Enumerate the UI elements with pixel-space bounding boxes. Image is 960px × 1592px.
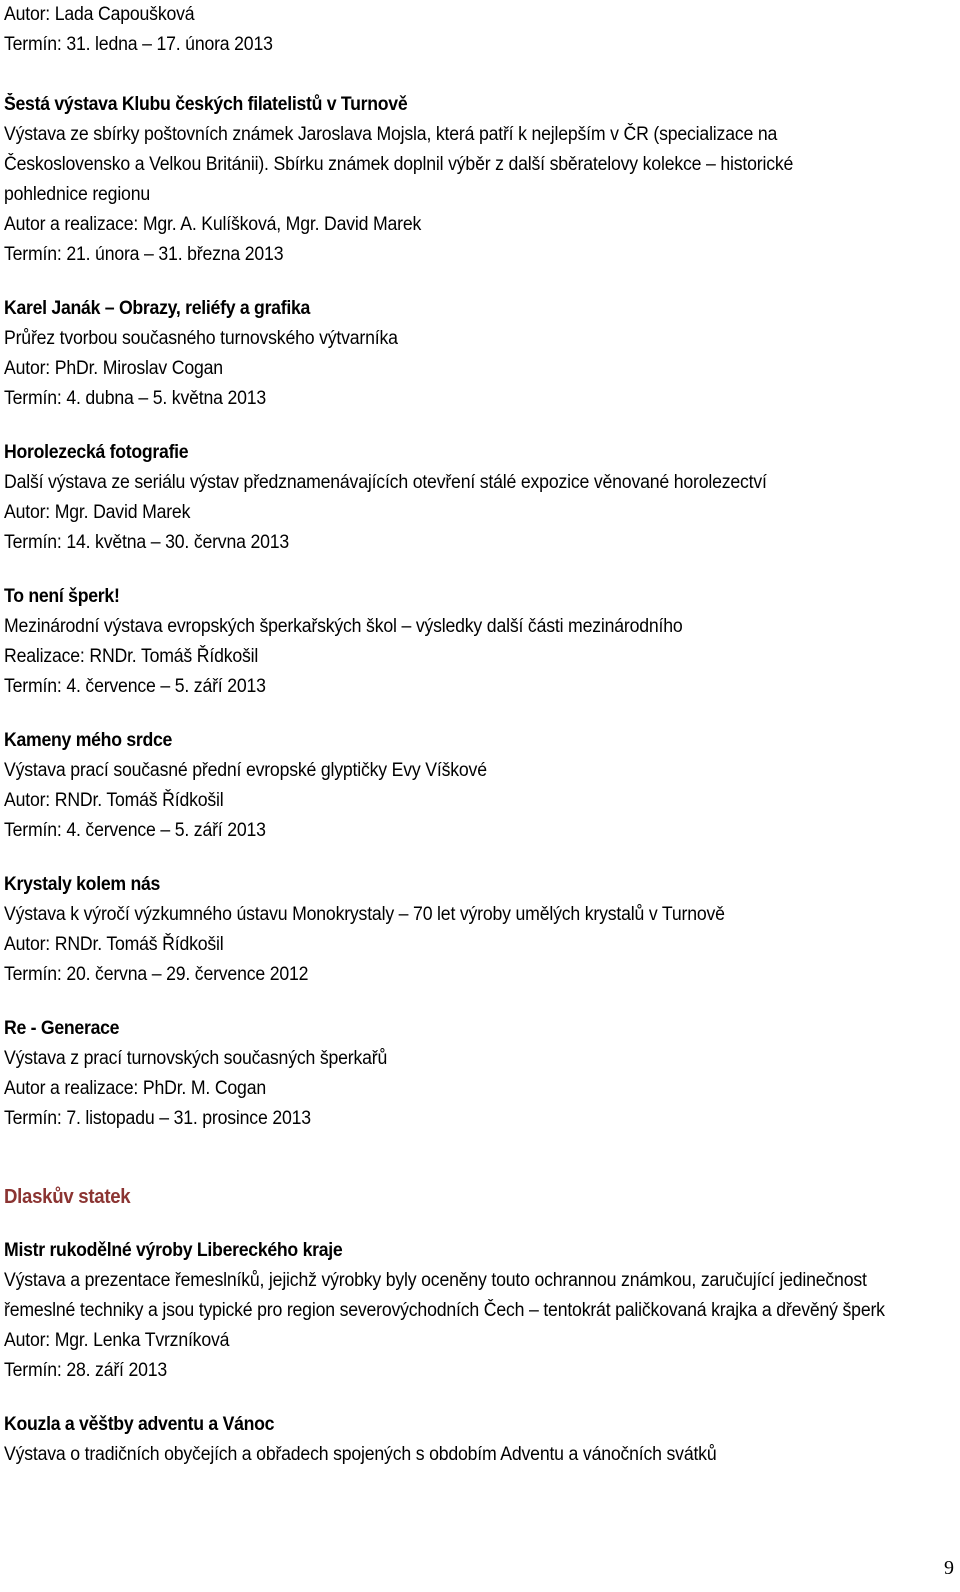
exhibition-author: Autor a realizace: PhDr. M. Cogan [4,1078,266,1099]
exhibition-author: Autor: RNDr. Tomáš Řídkošil [4,790,224,811]
exhibition-term: Termín: 20. června – 29. července 2012 [4,964,309,985]
exhibition-term: Termín: 7. listopadu – 31. prosince 2013 [4,1108,311,1129]
exhibition-term: Termín: 21. února – 31. března 2013 [4,244,284,265]
exhibition-entry [4,1236,950,1386]
exhibition-title: To není šperk! [4,586,120,607]
exhibition-description: Výstava k výročí výzkumného ústavu Monokrystaly – 70 let výroby umělých krystalů v Turnově [4,904,725,925]
exhibition-description: pohlednice regionu [4,184,150,205]
exhibition-entry [4,1014,950,1134]
exhibition-author: Autor: PhDr. Miroslav Cogan [4,358,223,379]
exhibition-description: Československo a Velkou Británii). Sbírku známek doplnil výběr z další sběratelovy kolekce – historické [4,154,794,175]
exhibition-term: Termín: 4. července – 5. září 2013 [4,676,266,697]
exhibition-author: Realizace: RNDr. Tomáš Řídkošil [4,646,259,667]
exhibition-term: Termín: 14. května – 30. června 2013 [4,532,290,553]
exhibition-entry [4,438,950,558]
exhibition-entry [4,726,950,846]
exhibition-title: Kouzla a věštby adventu a Vánoc [4,1414,275,1435]
exhibition-description: Průřez tvorbou současného turnovského výtvarníka [4,328,398,349]
exhibition-title: Re - Generace [4,1018,120,1039]
exhibition-description: Další výstava ze seriálu výstav předznamenávajících otevření stálé expozice věnované horolezectví [4,472,767,493]
exhibition-author: Autor: Mgr. Lenka Tvrzníková [4,1330,230,1351]
exhibition-description: Výstava o tradičních obyčejích a obřadech spojených s obdobím Adventu a vánočních svátků [4,1444,717,1465]
exhibition-title: Horolezecká fotografie [4,442,189,463]
exhibition-author: Autor: RNDr. Tomáš Řídkošil [4,934,224,955]
exhibition-term: Termín: 4. dubna – 5. května 2013 [4,388,267,409]
exhibition-title: Šestá výstava Klubu českých filatelistů v Turnově [4,94,408,115]
exhibition-description: Výstava z prací turnovských současných šperkařů [4,1048,388,1069]
exhibition-term: Termín: 28. září 2013 [4,1360,168,1381]
exhibition-entry [4,90,950,270]
exhibition-entry [4,1410,950,1470]
section-title: Dlaskův statek [4,1186,131,1208]
exhibition-entry [4,870,950,990]
exhibition-description: Mezinárodní výstava evropských šperkařských škol – výsledky další části mezinárodního [4,616,683,637]
exhibition-author: Autor a realizace: Mgr. A. Kulíšková, Mgr. David Marek [4,214,422,235]
exhibition-term: Termín: 4. července – 5. září 2013 [4,820,266,841]
term-line: Termín: 31. ledna – 17. února 2013 [4,34,273,55]
exhibition-entry [4,582,950,702]
exhibition-description: Výstava ze sbírky poštovních známek Jaroslava Mojsla, která patří k nejlepším v ČR (specializace na [4,124,778,145]
exhibition-description: Výstava a prezentace řemeslníků, jejichž výrobky byly oceněny touto ochrannou známkou, zaručující jedinečnost [4,1270,867,1291]
exhibition-title: Mistr rukodělné výroby Libereckého kraje [4,1240,343,1261]
exhibition-author: Autor: Mgr. David Marek [4,502,191,523]
exhibition-title: Krystaly kolem nás [4,874,161,895]
exhibition-description: řemeslné techniky a jsou typické pro region severovýchodních Čech – tentokrát paličkovaná krajka a dřevěný šperk [4,1300,885,1321]
author-line: Autor: Lada Capoušková [4,4,195,25]
page-number: 9 [944,1557,954,1579]
exhibition-description: Výstava prací současné přední evropské glyptičky Evy Víškové [4,760,487,781]
exhibition-title: Karel Janák – Obrazy, reliéfy a grafika [4,298,311,319]
exhibition-entry [4,294,950,414]
exhibition-title: Kameny mého srdce [4,730,173,751]
document-page [4,0,950,1470]
